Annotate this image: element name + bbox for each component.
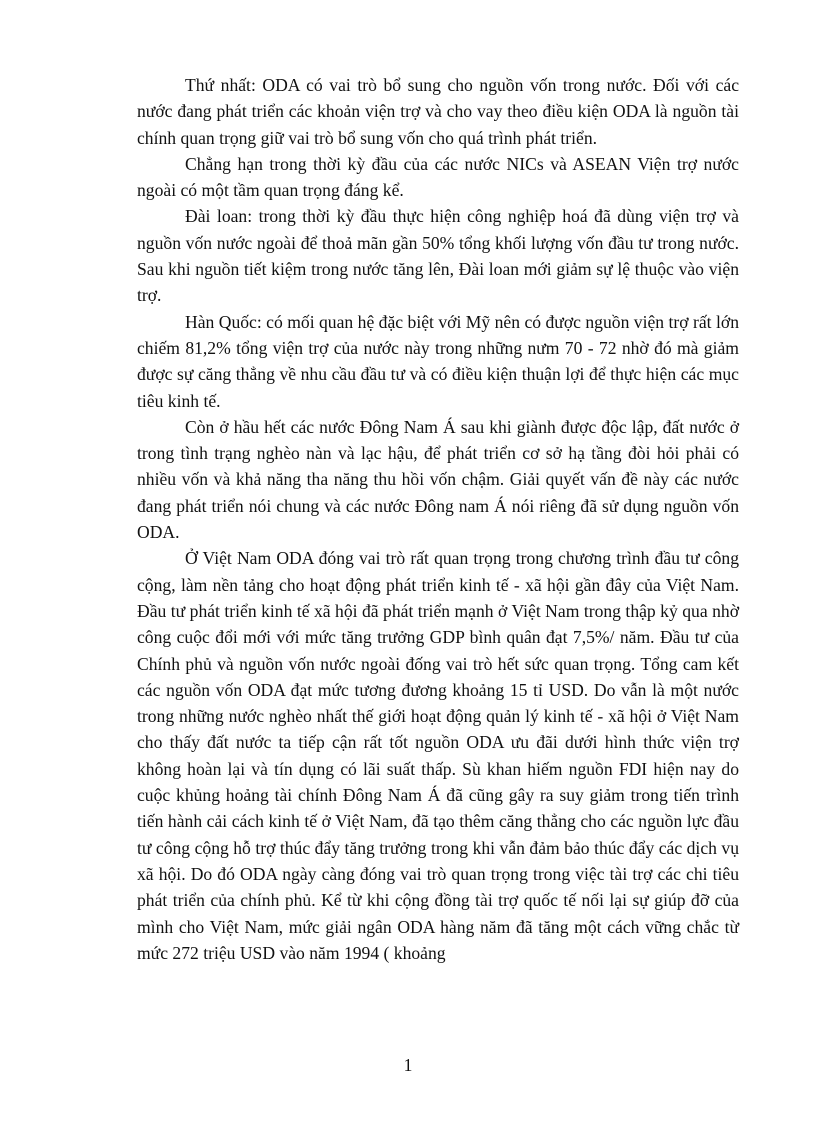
paragraph-1: Thứ nhất: ODA có vai trò bổ sung cho nguồn vốn trong nước. Đối với các nước đang phát triển các khoản viện trợ và cho vay theo điều kiện ODA là nguồn tài chính quan trọng giữ vai trò bổ sung vốn cho quá trình phát triển. (137, 75, 739, 148)
document-body (137, 72, 739, 966)
paragraph-6: Ở Việt Nam ODA đóng vai trò rất quan trọng trong chương trình đầu tư công cộng, làm nền tảng cho hoạt động phát triển kinh tế - xã hội gần đây của Việt Nam. Đầu tư phát triển kinh tế xã hội đã phát triển mạnh ở Việt Nam trong thập kỷ qua nhờ công cuộc đổi mới với mức tăng trưởng GDP bình quân đạt 7,5%/ năm. Đầu tư của Chính phủ và nguồn vốn nước ngoài đống vai trò hết sức quan trọng. Tổng cam kết các nguồn vốn ODA đạt mức tương đương khoảng 15 tỉ USD. Do vẫn là một nước trong những nước nghèo nhất thế giới hoạt động quản lý kinh tế - xã hội ở Việt Nam cho thấy đất nước ta tiếp cận rất tốt nguồn ODA ưu đãi dưới hình thức viện trợ không hoàn lại và tín dụng có lãi suất thấp. Sù khan hiếm nguồn FDI hiện nay do cuộc khủng hoảng tài chính Đông Nam Á đã cũng gây ra suy giảm trong tiến trình tiến hành cải cách kinh tế ở Việt Nam, đã tạo thêm căng thẳng cho các nguồn lực đầu tư công cộng hỗ trợ thúc đẩy tăng trưởng trong khi vẫn đảm bảo thúc đẩy các dịch vụ xã hội. Do đó ODA ngày càng đóng vai trò quan trọng trong việc tài trợ các chi tiêu phát triển của chính phủ. Kể từ khi cộng đồng tài trợ quốc tế nối lại sự giúp đỡ của mình cho Việt Nam, mức giải ngân ODA hàng năm đã tăng một cách vững chắc từ mức 272 triệu USD vào năm 1994 ( khoảng (137, 548, 739, 963)
paragraph-2: Chẳng hạn trong thời kỳ đầu của các nước NICs và ASEAN Viện trợ nước ngoài có một tầm quan trọng đáng kể. (137, 153, 739, 201)
paragraph-5: Còn ở hầu hết các nước Đông Nam Á sau khi giành được độc lập, đất nước ở trong tình trạng nghèo nàn và lạc hậu, để phát triển cơ sở hạ tầng đòi hỏi phải có nhiều vốn và khả năng tha năng thu hồi vốn chậm. Giải quyết vấn đề này các nước đang phát triển nói chung và các nước Đông nam Á nói riêng đã sử dụng nguồn vốn ODA. (137, 416, 739, 543)
paragraph-4: Hàn Quốc: có mối quan hệ đặc biệt với Mỹ nên có được nguồn viện trợ rất lớn chiếm 81,2% tổng viện trợ của nước này trong những nưm 70 - 72 nhờ đó mà giảm được sự căng thẳng về nhu cầu đầu tư và có điều kiện thuận lợi để thực hiện các mục tiêu kinh tế. (137, 311, 739, 411)
paragraph-3: Đài loan: trong thời kỳ đầu thực hiện công nghiệp hoá đã dùng viện trợ và nguồn vốn nước ngoài để thoả mãn gần 50% tổng khối lượng vốn đầu tư trong nước. Sau khi nguồn tiết kiệm trong nước tăng lên, Đài loan mới giảm sự lệ thuộc vào viện trợ. (137, 206, 739, 306)
page-number: 1 (403, 1055, 413, 1075)
